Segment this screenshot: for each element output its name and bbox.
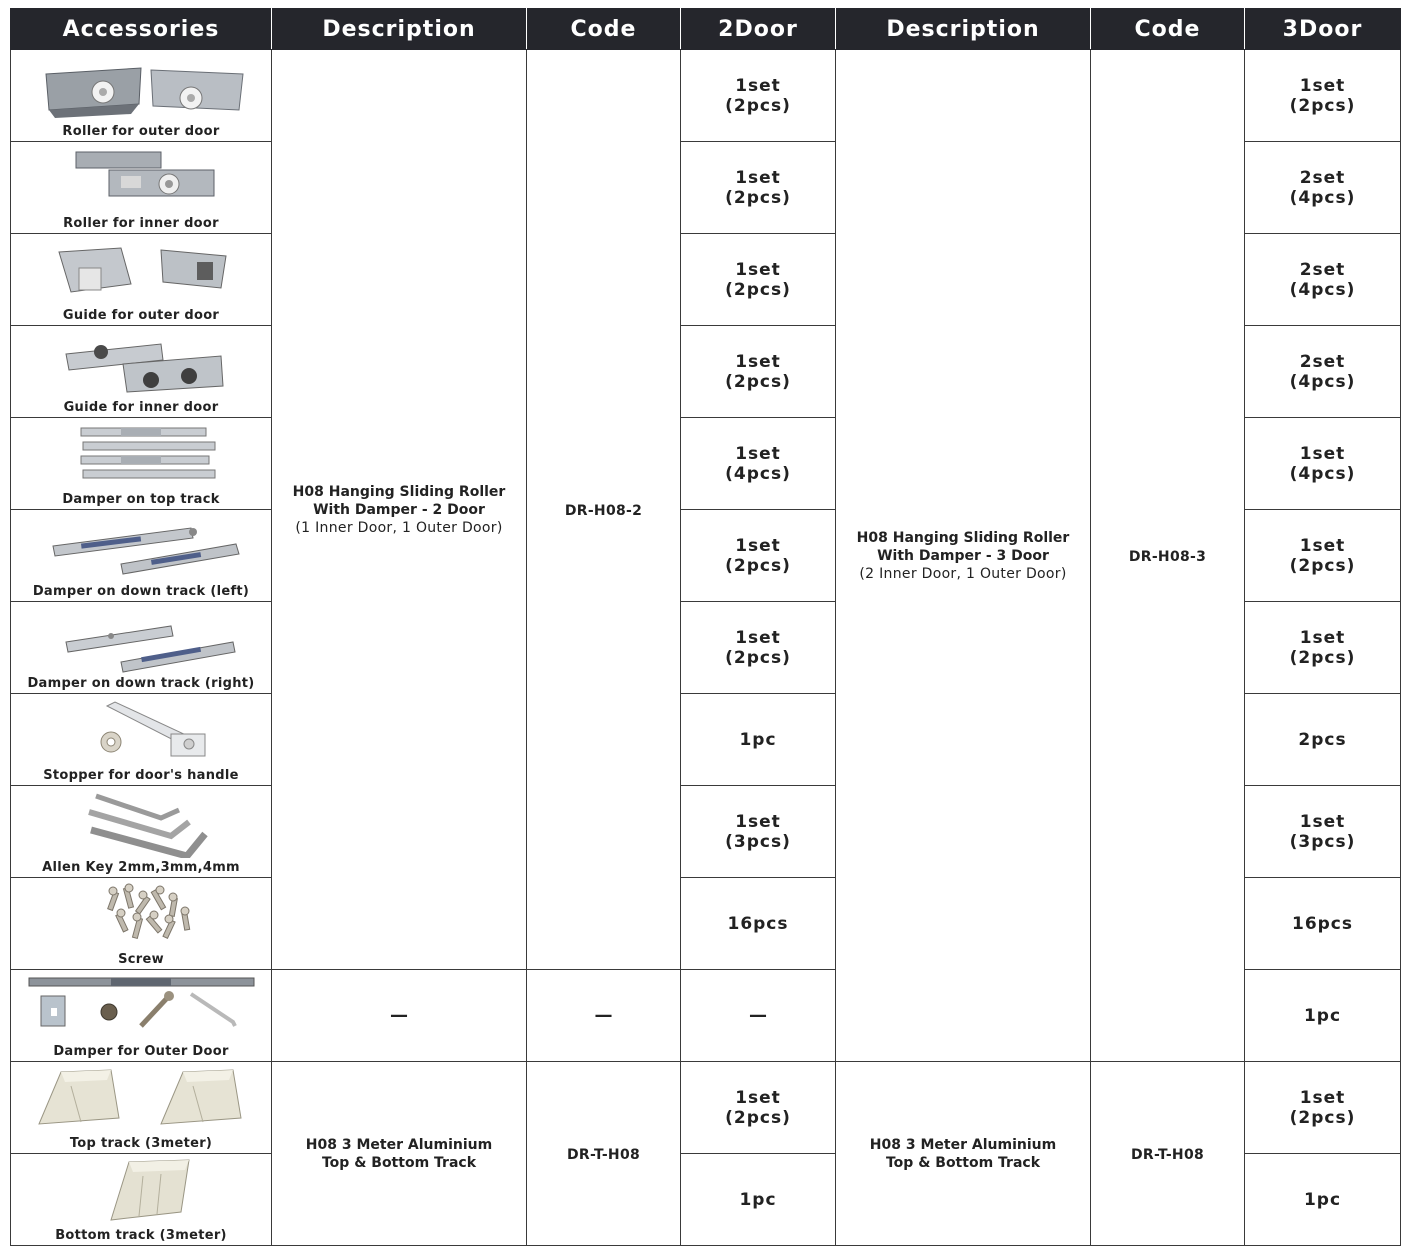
damper-outer-icon [11, 974, 272, 1042]
code-3door-track [1091, 1062, 1245, 1246]
description-2door-track [272, 1062, 527, 1246]
product-code: DR-H08-2 [564, 503, 643, 519]
accessory-cell [11, 1154, 272, 1246]
accessory-label: Screw [118, 952, 164, 967]
qty-2door-cell [681, 418, 836, 510]
accessory-cell [11, 694, 272, 786]
header-3door: 3Door [1245, 9, 1401, 50]
description-subtitle: (1 Inner Door, 1 Outer Door) [295, 519, 503, 536]
header-2door: 2Door [681, 9, 836, 50]
table-row [11, 1062, 1401, 1154]
accessory-label: Guide for inner door [63, 400, 219, 415]
accessory-cell [11, 50, 272, 142]
description-title: H08 Hanging Sliding Roller With Damper - 3 Door [856, 529, 1070, 564]
qty-3door-cell [1245, 878, 1401, 970]
qty-3door-cell [1245, 786, 1401, 878]
roller-outer-icon [11, 54, 272, 122]
qty-3door: 1set (4pcs) [1289, 443, 1356, 484]
accessory-cell [11, 326, 272, 418]
code-2door-roller [527, 50, 681, 970]
header-description-2door: Description [272, 9, 527, 50]
qty-3door-cell [1245, 234, 1401, 326]
qty-3door-cell [1245, 694, 1401, 786]
qty-2door-cell [681, 786, 836, 878]
table-row [11, 50, 1401, 142]
empty-dash: — [594, 1005, 613, 1026]
accessory-label: Stopper for door's handle [43, 768, 239, 783]
stopper-icon [11, 698, 272, 766]
description-2door-roller [272, 50, 527, 970]
accessory-label: Roller for outer door [62, 124, 220, 139]
qty-3door: 16pcs [1291, 913, 1354, 934]
qty-2door-cell [681, 1154, 836, 1246]
empty-dash: — [390, 1005, 408, 1026]
qty-3door-cell [1245, 326, 1401, 418]
qty-2door-cell [681, 1062, 836, 1154]
code-damper-outer-2door [527, 970, 681, 1062]
qty-2door: 1set (2pcs) [725, 351, 791, 392]
allen-key-icon [11, 790, 272, 858]
qty-2door-cell [681, 326, 836, 418]
qty-3door-cell [1245, 418, 1401, 510]
qty-2door-cell [681, 970, 836, 1062]
description-3door-track [836, 1062, 1091, 1246]
accessory-cell [11, 142, 272, 234]
header-description-3door: Description [836, 9, 1091, 50]
damper-left-icon [11, 514, 272, 582]
qty-2door: 1pc [739, 1189, 777, 1210]
product-code: DR-T-H08 [566, 1147, 641, 1163]
accessory-label: Damper for Outer Door [53, 1044, 229, 1059]
qty-3door-cell [1245, 510, 1401, 602]
qty-3door: 2set (4pcs) [1289, 259, 1356, 300]
accessories-table-wrapper [10, 8, 1401, 1246]
bottom-track-icon [11, 1158, 272, 1226]
qty-3door: 1set (2pcs) [1289, 535, 1356, 576]
accessory-cell [11, 1062, 272, 1154]
accessories-table [10, 8, 1401, 1246]
qty-3door: 1set (2pcs) [1289, 1087, 1356, 1128]
accessory-label: Guide for outer door [62, 308, 220, 323]
accessory-label: Bottom track (3meter) [55, 1228, 227, 1243]
qty-3door-cell [1245, 142, 1401, 234]
qty-3door: 1set (3pcs) [1289, 811, 1356, 852]
roller-inner-icon [11, 146, 272, 214]
qty-2door: — [749, 1005, 767, 1026]
qty-2door-cell [681, 602, 836, 694]
accessory-cell [11, 510, 272, 602]
accessory-label: Damper on down track (left) [32, 584, 250, 599]
qty-3door-cell [1245, 50, 1401, 142]
accessory-label: Allen Key 2mm,3mm,4mm [42, 860, 240, 875]
top-track-icon [11, 1066, 272, 1134]
description-damper-outer-2door [272, 970, 527, 1062]
qty-3door-cell [1245, 1154, 1401, 1246]
qty-2door-cell [681, 142, 836, 234]
qty-2door: 16pcs [727, 913, 789, 934]
accessory-cell [11, 234, 272, 326]
accessory-label: Top track (3meter) [69, 1136, 213, 1151]
qty-3door-cell [1245, 1062, 1401, 1154]
description-subtitle: (2 Inner Door, 1 Outer Door) [859, 565, 1067, 582]
accessory-cell [11, 878, 272, 970]
qty-2door: 1set (4pcs) [725, 443, 791, 484]
qty-3door: 2pcs [1298, 729, 1347, 750]
qty-3door-cell [1245, 602, 1401, 694]
header-code-3door: Code [1091, 9, 1245, 50]
accessory-label: Damper on top track [62, 492, 220, 507]
qty-2door-cell [681, 510, 836, 602]
qty-3door: 1set (2pcs) [1289, 627, 1356, 668]
damper-right-icon [11, 606, 272, 674]
qty-2door: 1set (2pcs) [725, 627, 791, 668]
guide-outer-icon [11, 238, 272, 306]
accessory-cell [11, 602, 272, 694]
qty-2door-cell [681, 234, 836, 326]
product-code: DR-T-H08 [1130, 1147, 1205, 1163]
qty-3door: 2set (4pcs) [1289, 167, 1356, 208]
damper-top-icon [11, 422, 272, 490]
description-title: H08 Hanging Sliding Roller With Damper - 2 Door [292, 483, 506, 518]
qty-2door: 1pc [739, 729, 777, 750]
accessory-label: Damper on down track (right) [27, 676, 255, 691]
accessory-cell [11, 970, 272, 1062]
code-2door-track [527, 1062, 681, 1246]
description-title: H08 3 Meter Aluminium Top & Bottom Track [869, 1136, 1057, 1171]
accessory-label: Roller for inner door [63, 216, 219, 231]
qty-2door-cell [681, 694, 836, 786]
qty-2door: 1set (2pcs) [725, 167, 791, 208]
qty-2door: 1set (3pcs) [725, 811, 791, 852]
accessory-cell [11, 418, 272, 510]
accessory-cell [11, 786, 272, 878]
qty-2door: 1set (2pcs) [725, 1087, 791, 1128]
qty-3door: 2set (4pcs) [1289, 351, 1356, 392]
qty-2door: 1set (2pcs) [725, 75, 791, 116]
code-3door-roller [1091, 50, 1245, 1062]
description-title: H08 3 Meter Aluminium Top & Bottom Track [305, 1136, 493, 1171]
header-accessories: Accessories [11, 9, 272, 50]
product-code: DR-H08-3 [1128, 549, 1207, 565]
qty-2door-cell [681, 878, 836, 970]
qty-2door: 1set (2pcs) [725, 259, 791, 300]
qty-3door: 1pc [1303, 1005, 1342, 1026]
qty-3door: 1pc [1303, 1189, 1342, 1210]
qty-2door-cell [681, 50, 836, 142]
header-row [11, 9, 1401, 50]
description-3door-roller [836, 50, 1091, 1062]
qty-2door: 1set (2pcs) [725, 535, 791, 576]
qty-3door-cell [1245, 970, 1401, 1062]
header-code-2door: Code [527, 9, 681, 50]
qty-3door: 1set (2pcs) [1289, 75, 1356, 116]
guide-inner-icon [11, 330, 272, 398]
screw-icon [11, 882, 272, 950]
